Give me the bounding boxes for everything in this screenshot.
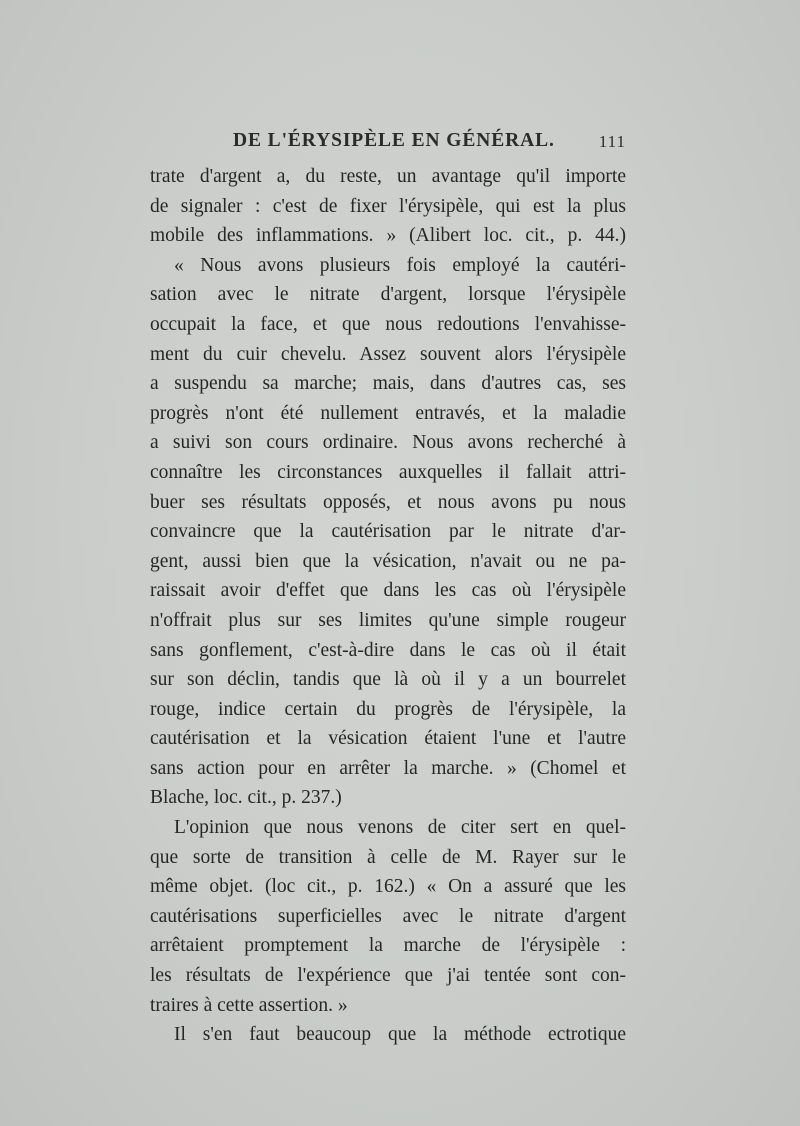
text-line: progrès n'ont été nullement entravés, et la maladie [150,402,626,424]
text-line: Il s'en faut beaucoup que la méthode ectrotique [174,1024,626,1046]
text-line: même objet. (loc cit., p. 162.) « On a assuré que les [150,876,626,898]
text-line: traires à cette assertion. » [150,994,348,1016]
text-line: occupait la face, et que nous redoutions l'envahisse- [150,313,626,335]
text-line: n'offrait plus sur ses limites qu'une simple rougeur [150,609,626,631]
text-line: sans action pour en arrêter la marche. » (Chomel et [150,757,626,779]
text-line: de signaler : c'est de fixer l'érysipèle, qui est la plus [150,195,626,217]
text-line: mobile des inflammations. » (Alibert loc. cit., p. 44.) [150,225,626,247]
text-line: arrêtaient promptement la marche de l'érysipèle : [150,935,626,957]
text-line: gent, aussi bien que la vésication, n'avait ou ne pa- [150,550,626,572]
text-line: a suivi son cours ordinaire. Nous avons recherché à [150,432,626,454]
text-line: connaître les circonstances auxquelles il fallait attri- [150,461,626,483]
text-line: sans gonflement, c'est-à-dire dans le cas où il était [150,639,626,661]
text-line: L'opinion que nous venons de citer sert en quel- [174,817,626,839]
text-line: trate d'argent a, du reste, un avantage qu'il importe [150,166,626,187]
running-title: DE L'ÉRYSIPÈLE EN GÉNÉRAL. [233,130,555,151]
page-header [150,130,626,158]
text-line: Blache, loc. cit., p. 237.) [150,787,342,809]
text-line: buer ses résultats opposés, et nous avons pu nous [150,491,626,513]
text-line: a suspendu sa marche; mais, dans d'autres cas, ses [150,373,626,395]
body-text [150,162,626,1050]
text-line: ment du cuir chevelu. Assez souvent alors l'érysipèle [150,343,626,365]
text-line: cautérisation et la vésication étaient l'une et l'autre [150,728,626,750]
text-line: rouge, indice certain du progrès de l'érysipèle, la [150,698,626,720]
page-number: 111 [598,132,626,151]
text-line: sur son déclin, tandis que là où il y a un bourrelet [150,669,626,691]
text-line: cautérisations superficielles avec le nitrate d'argent [150,905,626,927]
text-line: raissait avoir d'effet que dans les cas où l'érysipèle [150,580,626,602]
text-line: convaincre que la cautérisation par le nitrate d'ar- [150,521,626,543]
text-line: sation avec le nitrate d'argent, lorsque l'érysipèle [150,284,626,306]
text-line: les résultats de l'expérience que j'ai tentée sont con- [150,965,626,987]
text-line: que sorte de transition à celle de M. Rayer sur le [150,846,626,868]
text-line: « Nous avons plusieurs fois employé la cautéri- [174,254,626,276]
